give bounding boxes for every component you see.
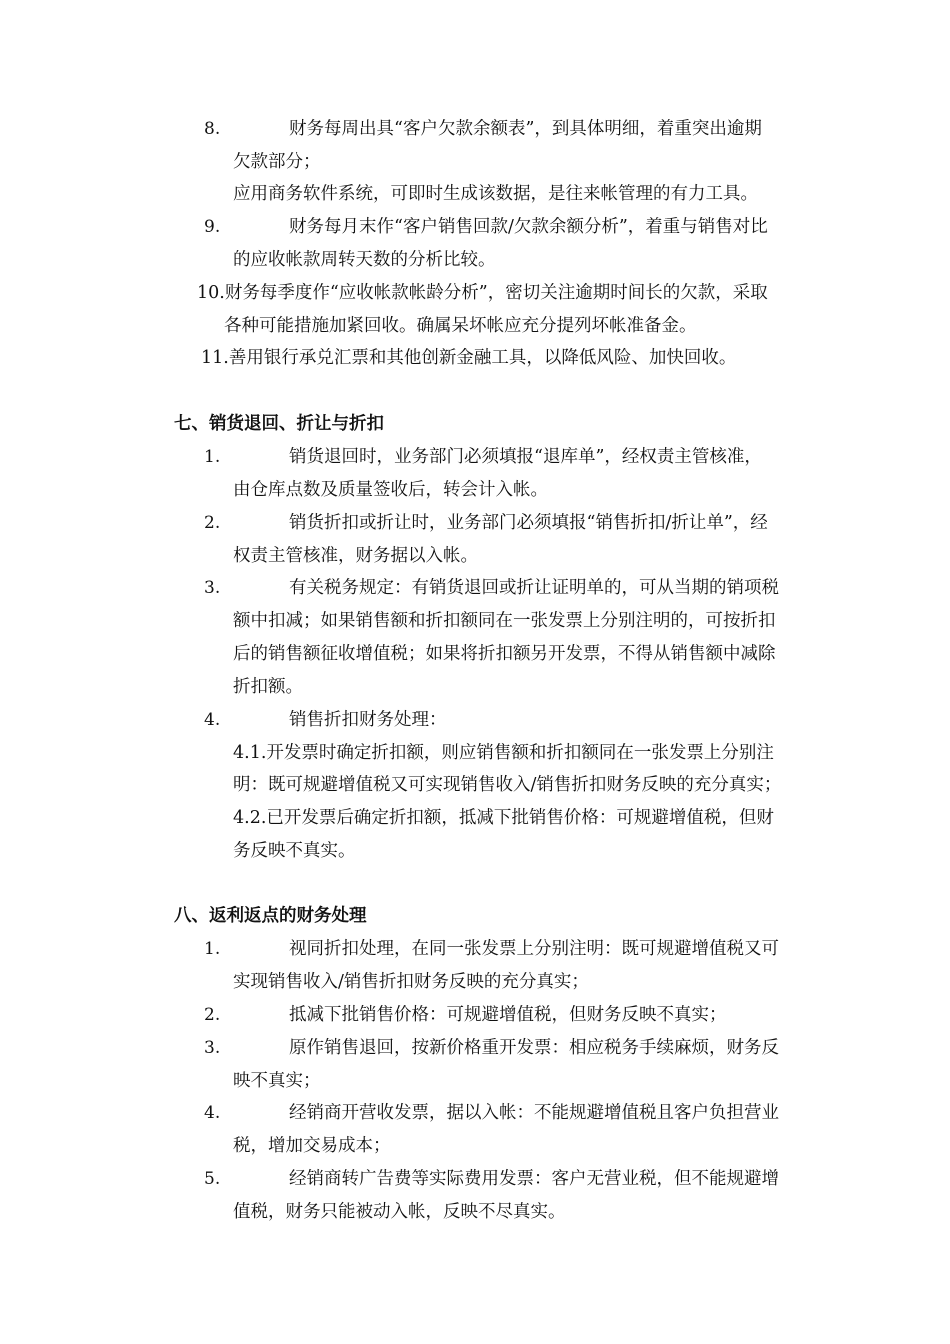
item-9-number: 9. xyxy=(204,217,221,237)
sec8-item-3-line-1: 原作销售退回，按新价格重开发票：相应税务手续麻烦，财务反 xyxy=(289,1038,779,1058)
sec8-item-1-line-2: 实现销售收入/销售折扣财务反映的充分真实； xyxy=(233,972,589,992)
item-8-line-3: 应用商务软件系统，可即时生成该数据，是往来帐管理的有力工具。 xyxy=(233,184,758,204)
section-8-heading: 八、返利返点的财务处理 xyxy=(174,906,367,926)
item-9-line-1: 财务每月末作“客户销售回款/欠款余额分析”，着重与销售对比 xyxy=(289,217,768,237)
sec8-item-5-number: 5. xyxy=(204,1169,221,1189)
sec7-item-3-line-4: 折扣额。 xyxy=(233,677,303,697)
sec8-item-3-number: 3. xyxy=(204,1038,221,1058)
sec7-item-4-number: 4. xyxy=(204,710,221,730)
item-11-line-1: 11.善用银行承兑汇票和其他创新金融工具，以降低风险、加快回收。 xyxy=(201,348,737,368)
sec7-item-3-line-3: 后的销售额征收增值税；如果将折扣额另开发票，不得从销售额中减除 xyxy=(233,644,776,664)
item-8-line-2: 欠款部分； xyxy=(233,152,321,172)
item-8-line-1: 财务每周出具“客户欠款余额表”，到具体明细，着重突出逾期 xyxy=(289,119,762,139)
sec7-item-3-line-2: 额中扣减；如果销售额和折扣额同在一张发票上分别注明的，可按折扣 xyxy=(233,611,776,631)
sec7-item-1-line-1: 销货退回时，业务部门必须填报“退库单”，经权责主管核准， xyxy=(289,447,762,467)
sec8-item-5-line-1: 经销商转广告费等实际费用发票：客户无营业税，但不能规避增 xyxy=(289,1169,779,1189)
sec8-item-4-number: 4. xyxy=(204,1103,221,1123)
sec8-item-5-line-2: 值税，财务只能被动入帐，反映不尽真实。 xyxy=(233,1202,566,1222)
sec7-item-4-line-5: 务反映不真实。 xyxy=(233,841,356,861)
sec8-item-1-line-1: 视同折扣处理，在同一张发票上分别注明：既可规避增值税又可 xyxy=(289,939,779,959)
sec7-item-2-line-2: 权责主管核准，财务据以入帐。 xyxy=(233,546,478,566)
sec7-item-2-number: 2. xyxy=(204,513,221,533)
sec8-item-4-line-1: 经销商开营收发票，据以入帐：不能规避增值税且客户负担营业 xyxy=(289,1103,779,1123)
sec7-item-3-line-1: 有关税务规定：有销货退回或折让证明单的，可从当期的销项税 xyxy=(289,578,779,598)
sec8-item-1-number: 1. xyxy=(204,939,221,959)
sec7-item-2-line-1: 销货折扣或折让时，业务部门必须填报“销售折扣/折让单”，经 xyxy=(289,513,768,533)
item-8-number: 8. xyxy=(204,119,221,139)
item-10-line-1: 10.财务每季度作“应收帐款帐龄分析”，密切关注逾期时间长的欠款，采取 xyxy=(197,283,768,303)
sec7-item-4-line-4: 4.2.已开发票后确定折扣额，抵减下批销售价格：可规避增值税，但财 xyxy=(233,808,774,828)
sec7-item-1-number: 1. xyxy=(204,447,221,467)
sec7-item-4-line-1: 销售折扣财务处理： xyxy=(289,710,447,730)
sec8-item-2-line-1: 抵减下批销售价格：可规避增值税，但财务反映不真实； xyxy=(289,1005,727,1025)
item-9-line-2: 的应收帐款周转天数的分析比较。 xyxy=(233,250,496,270)
sec8-item-4-line-2: 税，增加交易成本； xyxy=(233,1136,391,1156)
sec7-item-3-number: 3. xyxy=(204,578,221,598)
sec7-item-1-line-2: 由仓库点数及质量签收后，转会计入帐。 xyxy=(233,480,548,500)
sec7-item-4-line-3: 明：既可规避增值税又可实现销售收入/销售折扣财务反映的充分真实； xyxy=(233,775,782,795)
item-10-line-2: 各种可能措施加紧回收。确属呆坏帐应充分提列坏帐准备金。 xyxy=(224,316,697,336)
sec8-item-2-number: 2. xyxy=(204,1005,221,1025)
sec8-item-3-line-2: 映不真实； xyxy=(233,1071,321,1091)
section-7-heading: 七、销货退回、折让与折扣 xyxy=(174,414,384,434)
sec7-item-4-line-2: 4.1.开发票时确定折扣额，则应销售额和折扣额同在一张发票上分别注 xyxy=(233,743,774,763)
